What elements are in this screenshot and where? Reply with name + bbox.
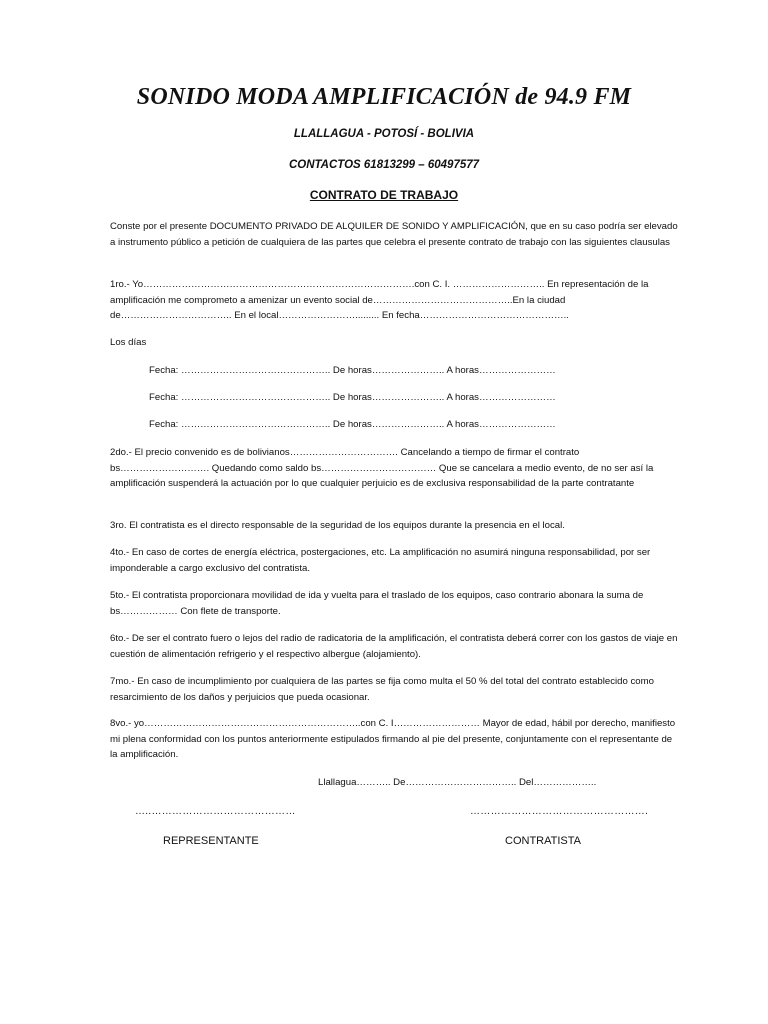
place-date-line: Llallagua……….. De…………………………….. Del……………….. bbox=[318, 777, 597, 788]
representante-label: REPRESENTANTE bbox=[163, 835, 259, 847]
clause-8: 8vo.- yo…………………………………………………………..con C. I……………………… Mayor de edad, hábil por derecho, manifiesto mi plena conformidad con los puntos anteriormente estipulados firmando al pie del presente, conjuntamente con el representante de la amplificación. bbox=[110, 718, 676, 761]
clause-7: 7mo.- En caso de incumplimiento por cualquiera de las partes se fija como multa el 50 % del total del contrato establecido como resarcimiento de los daños y perjuicios que pueda ocasionar. bbox=[110, 676, 654, 703]
contract-heading-text: CONTRATO DE TRABAJO bbox=[309, 188, 459, 202]
document-title: SONIDO MODA AMPLIFICACIÓN de 94.9 FM bbox=[136, 84, 632, 110]
fecha-line-3: Fecha: ……………………………………….. De horas………………….. A horas…………………… bbox=[149, 419, 556, 430]
clause-2: 2do.- El precio convenido es de bolivianos……………………………. Cancelando a tiempo de firmar el contrato bs………………………. Quedando como saldo bs……………………………… Que se cancelara a medio evento, de no ser así la amplificación suspenderá la actuación por lo que cualquier perjuicio es de exclusiva responsabilidad de la parte contratante bbox=[110, 447, 654, 490]
contratista-signature-line: ……………………………………………. bbox=[470, 806, 649, 817]
clause-6: 6to.- De ser el contrato fuero o lejos del radio de radicatoria de la amplificación, el contratista deberá correr con los gastos de viaje en cuestión de alimentación refrigerio y el respectivo albergue (alojamiento). bbox=[110, 633, 678, 660]
days-label: Los días bbox=[110, 337, 147, 348]
clause-3: 3ro. El contratista es el directo responsable de la seguridad de los equipos durante la presencia en el local. bbox=[110, 520, 565, 531]
contratista-label: CONTRATISTA bbox=[505, 835, 581, 847]
clause-1: 1ro.- Yo………………………………………………………………………….con C. I. ……………………….. En representación de la amplificación me comprometo a amenizar un evento social de……………………………………..En la ciudad de…………………………….. En el local……………………......... En fecha……………………………………….. bbox=[110, 279, 649, 322]
location-line: LLALLAGUA - POTOSÍ - BOLIVIA bbox=[293, 128, 475, 140]
intro-paragraph: Conste por el presente DOCUMENTO PRIVADO DE ALQUILER DE SONIDO Y AMPLIFICACIÓN, que en su caso podría ser elevado a instrumento público a petición de cualquiera de las partes que celebra el presente contrato de trabajo con las siguientes clausulas bbox=[110, 221, 678, 248]
contacts-line: CONTACTOS 61813299 – 60497577 bbox=[288, 159, 480, 171]
fecha-line-2: Fecha: ……………………………………….. De horas………………….. A horas…………………… bbox=[149, 392, 556, 403]
clause-4: 4to.- En caso de cortes de energía eléctrica, postergaciones, etc. La amplificación no asumirá ninguna responsabilidad, por ser imponderable a cargo exclusivo del contratista. bbox=[110, 547, 651, 574]
clause-5: 5to.- El contratista proporcionara movilidad de ida y vuelta para el traslado de los equipos, caso contrario abonara la suma de bs……………… Con flete de transporte. bbox=[110, 590, 644, 617]
representante-signature-line: …..…………………………………… bbox=[135, 806, 296, 817]
contract-heading bbox=[0, 188, 768, 202]
fecha-line-1: Fecha: ……………………………………….. De horas………………….. A horas…………………… bbox=[149, 365, 556, 376]
